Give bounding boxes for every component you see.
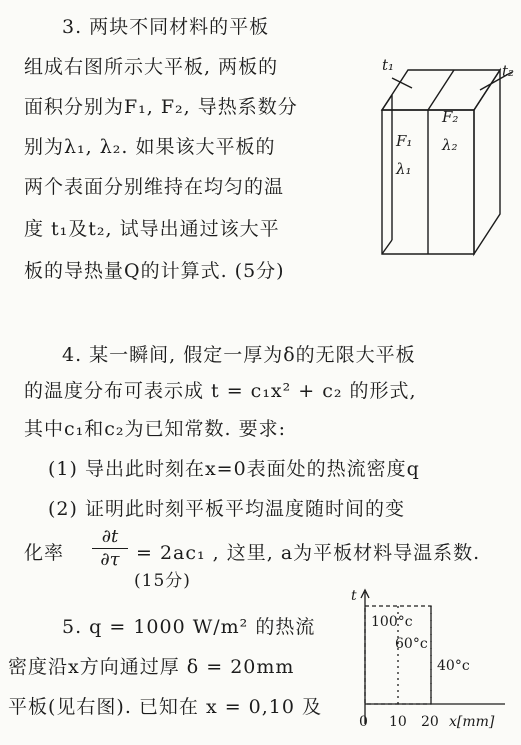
problem-3-line-5: 两个表面分别维持在均匀的温 xyxy=(24,176,285,198)
problem-4-line-5: (2) 证明此时刻平板平均温度随时间的变 xyxy=(48,498,405,520)
problem-3-line-4: 别为λ₁, λ₂. 如果该大平板的 xyxy=(24,136,276,158)
problem-4-score: (15分) xyxy=(134,571,191,591)
plate-right-face xyxy=(474,70,500,254)
problem-3-line-2: 组成右图所示大平板, 两板的 xyxy=(24,56,279,78)
problem-3-line-3: 面积分别为F₁, F₂, 导热系数分 xyxy=(24,96,298,118)
problem-5-line-1: 5. q = 1000 W/m² 的热流 xyxy=(62,616,316,638)
rate-fraction xyxy=(92,526,128,571)
problem-5-line-2: 密度沿x方向通过厚 δ = 20mm xyxy=(8,656,295,678)
axis-t-label: t xyxy=(351,588,357,604)
problem-4-line-3: 其中c₁和c₂为已知常数. 要求: xyxy=(24,418,286,440)
fraction-numerator: ∂t xyxy=(92,526,128,549)
problem-5-line-3: 平板(见右图). 已知在 x = 0,10 及 xyxy=(8,696,323,718)
label-60c: 60°c xyxy=(395,636,428,652)
label-t2: t₂ xyxy=(502,62,515,80)
problem-3-line-6: 度 t₁及t₂, 试导出通过该大平 xyxy=(24,218,280,240)
problem-5-figure xyxy=(345,584,515,744)
problem-4-line-4: (1) 导出此时刻在x=0表面处的热流密度q xyxy=(48,458,420,480)
tick-0: 0 xyxy=(359,714,368,730)
rate-prefix: 化率 xyxy=(24,542,65,564)
rate-suffix: = 2ac₁ , 这里, a为平板材料导温系数. xyxy=(136,542,481,564)
problem-3-figure xyxy=(362,40,521,280)
problem-4-line-1: 4. 某一瞬间, 假定一厚为δ的无限大平板 xyxy=(62,344,416,366)
label-100c: 100°c xyxy=(371,614,413,630)
tick-20: 20 xyxy=(421,714,439,730)
axis-x-label: x[mm] xyxy=(449,714,495,730)
problem-4-line-2: 的温度分布可表示成 t = c₁x² + c₂ 的形式, xyxy=(24,380,417,402)
fraction-denominator: ∂τ xyxy=(100,549,120,570)
label-lambda1: λ₁ xyxy=(396,160,412,178)
label-t1: t₁ xyxy=(382,56,395,74)
label-40c: 40°c xyxy=(437,658,470,674)
problem-3-line-1: 3. 两块不同材料的平板 xyxy=(62,16,270,38)
problem-3-line-7: 板的导热量Q的计算式. (5分) xyxy=(24,260,285,282)
label-lambda2: λ₂ xyxy=(442,136,458,154)
tick-10: 10 xyxy=(389,714,407,730)
label-F1: F₁ xyxy=(396,132,413,150)
plate-top-divider xyxy=(428,70,454,110)
label-F2: F₂ xyxy=(442,108,459,126)
